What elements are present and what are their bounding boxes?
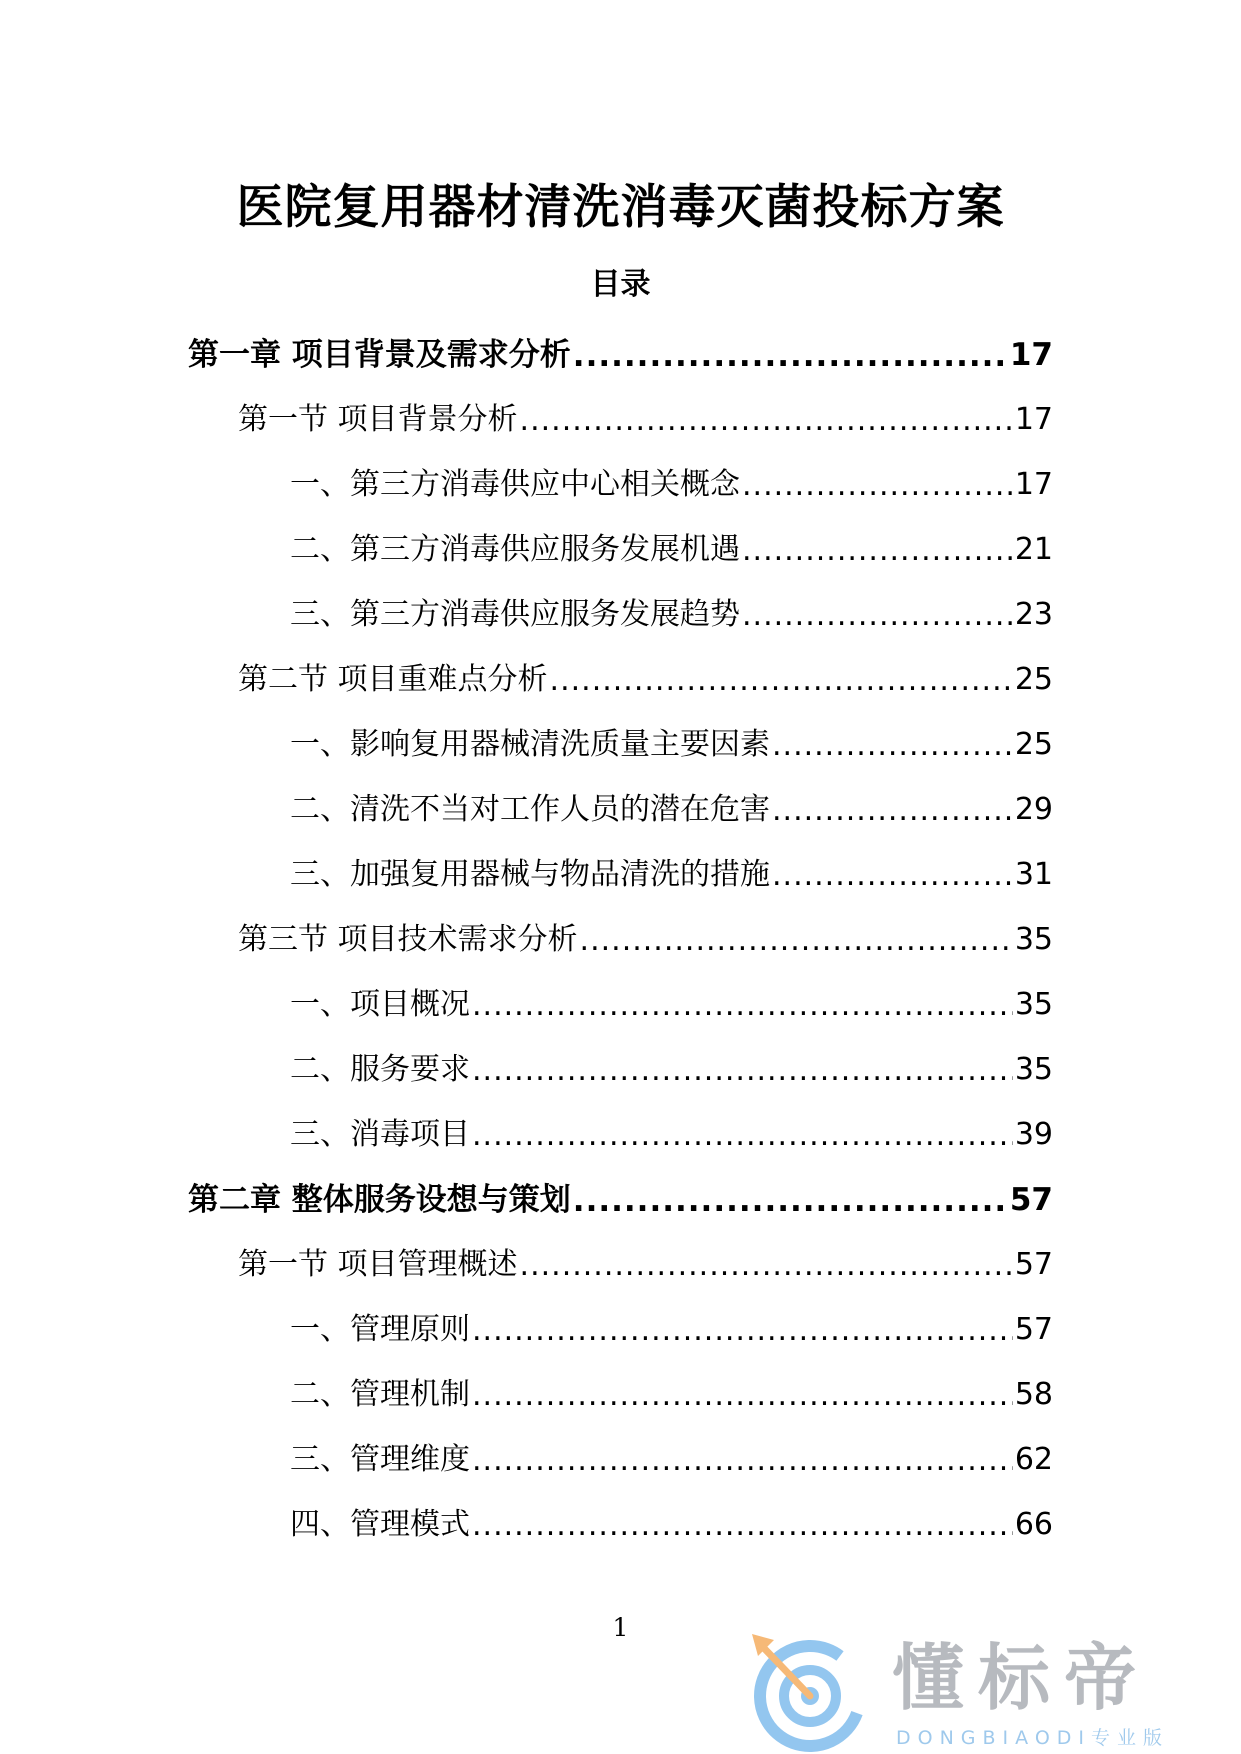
toc-entry-label: 二、第三方消毒供应服务发展机遇 [290,531,740,567]
toc-entry-page: 29 [1014,791,1053,827]
toc-entry-label: 第二节 项目重难点分析 [238,661,548,697]
toc-entry-page: 25 [1014,661,1053,697]
toc-dot-leader [472,1376,1013,1416]
document-title: 医院复用器材清洗消毒灭菌投标方案 [236,180,1005,235]
toc-entry-page: 35 [1014,1051,1053,1087]
toc-heading: 目录 [590,267,651,302]
toc-entry-label: 四、管理模式 [290,1506,470,1542]
toc-entry[interactable] [0,322,1241,387]
toc-entry-label: 第二章 整体服务设想与策划 [188,1181,571,1218]
toc-entry-label: 二、服务要求 [290,1051,470,1087]
toc-entry-page: 57 [1014,1311,1053,1347]
toc-entry-label: 第一节 项目背景分析 [238,401,518,437]
toc-entry-label: 第一节 项目管理概述 [238,1246,518,1282]
toc-entry[interactable] [0,1297,1241,1362]
target-arrow-icon [740,1630,868,1754]
toc-entry-page: 17 [1014,466,1053,502]
toc-entry[interactable] [0,1167,1241,1232]
toc-entry-page: 35 [1014,986,1053,1022]
toc-entry-page: 57 [1014,1246,1053,1282]
toc-entry-label: 第一章 项目背景及需求分析 [188,336,571,373]
toc-dot-leader [550,661,1013,701]
toc-entry-label: 一、项目概况 [290,986,470,1022]
toc-dot-leader [472,1051,1013,1091]
toc-entry-page: 58 [1014,1376,1053,1412]
page-number: 1 [612,1613,629,1642]
toc-entry[interactable] [0,777,1241,842]
toc-entry-page: 17 [1014,401,1053,437]
toc-entry-label: 二、管理机制 [290,1376,470,1412]
toc-dot-leader [772,791,1013,831]
toc-entry[interactable] [0,1427,1241,1492]
toc-entry-label: 一、第三方消毒供应中心相关概念 [290,466,740,502]
toc-entry[interactable] [0,647,1241,712]
toc-entry[interactable] [0,1492,1241,1557]
toc-entry-label: 一、影响复用器械清洗质量主要因素 [290,726,770,762]
toc-entry-label: 三、加强复用器械与物品清洗的措施 [290,856,770,892]
toc-entry-page: 17 [1009,336,1053,373]
table-of-contents [0,322,1241,1557]
toc-entry[interactable] [0,387,1241,452]
toc-dot-leader [772,726,1013,766]
toc-entry-page: 35 [1014,921,1053,957]
toc-entry-label: 三、消毒项目 [290,1116,470,1152]
toc-dot-leader [742,466,1013,506]
toc-entry-label: 一、管理原则 [290,1311,470,1347]
toc-entry-page: 21 [1014,531,1053,567]
toc-entry-page: 39 [1014,1116,1053,1152]
toc-dot-leader [580,921,1013,961]
toc-entry[interactable] [0,582,1241,647]
toc-entry[interactable] [0,1102,1241,1167]
toc-dot-leader [772,856,1013,896]
toc-dot-leader [472,986,1013,1026]
toc-entry[interactable] [0,972,1241,1037]
toc-dot-leader [472,1311,1013,1351]
watermark [740,1630,1220,1754]
toc-entry[interactable] [0,712,1241,777]
toc-dot-leader [742,531,1013,571]
toc-entry[interactable] [0,1232,1241,1297]
toc-dot-leader [472,1506,1013,1546]
toc-entry[interactable] [0,1037,1241,1102]
toc-dot-leader [520,1246,1013,1286]
toc-dot-leader [472,1116,1013,1156]
toc-entry-label: 三、管理维度 [290,1441,470,1477]
toc-entry-label: 二、清洗不当对工作人员的潜在危害 [290,791,770,827]
toc-entry-page: 57 [1009,1181,1053,1218]
toc-dot-leader [742,596,1013,636]
toc-entry-page: 23 [1014,596,1053,632]
watermark-brand-name: 懂标帝 [892,1636,1151,1720]
toc-entry-page: 66 [1014,1506,1053,1542]
toc-entry-page: 25 [1014,726,1053,762]
toc-dot-leader [520,401,1013,441]
toc-dot-leader [472,1441,1013,1481]
toc-entry-label: 第三节 项目技术需求分析 [238,921,578,957]
watermark-subtitle: DONGBIAODI专业版 [896,1727,1170,1749]
toc-entry-label: 三、第三方消毒供应服务发展趋势 [290,596,740,632]
toc-entry-page: 31 [1014,856,1053,892]
toc-dot-leader [573,336,1008,376]
toc-entry[interactable] [0,1362,1241,1427]
toc-dot-leader [573,1181,1008,1221]
toc-entry[interactable] [0,842,1241,907]
toc-entry-page: 62 [1014,1441,1053,1477]
toc-entry[interactable] [0,452,1241,517]
toc-entry[interactable] [0,517,1241,582]
toc-entry[interactable] [0,907,1241,972]
